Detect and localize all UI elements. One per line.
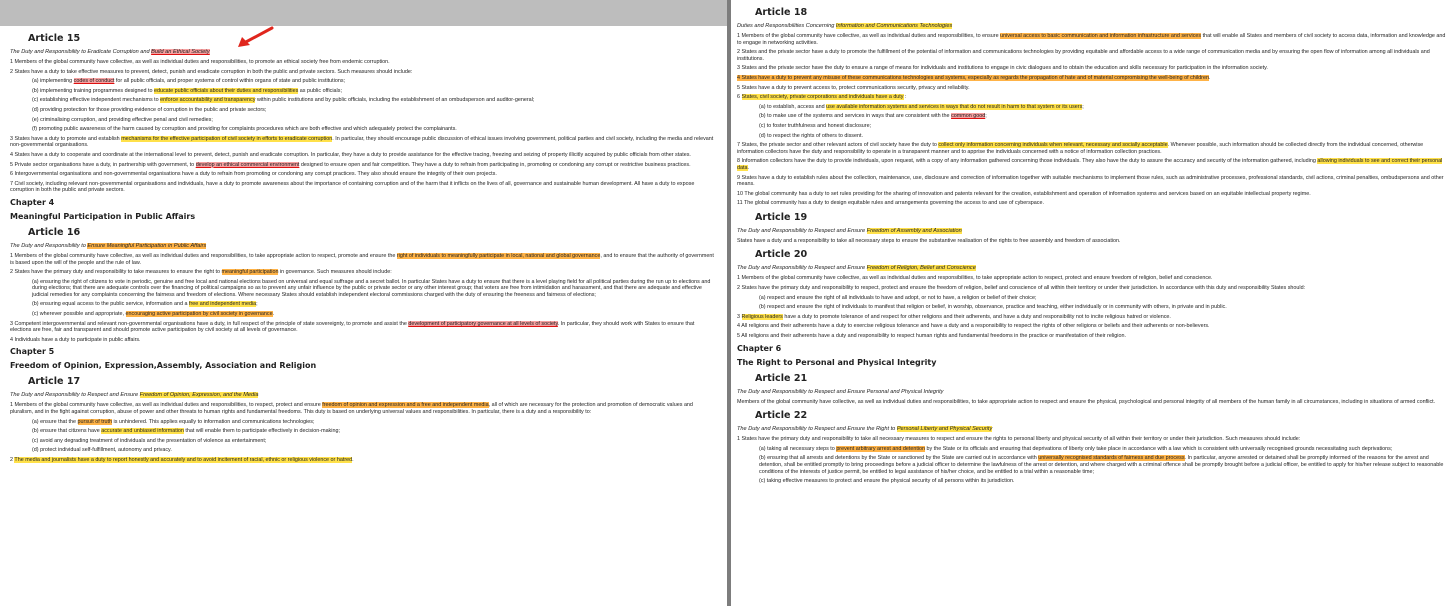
- highlighted-text: use available information systems and services in ways that do not result in harm to that system or its users: [826, 103, 1083, 110]
- text-run: 2 States and the private sector have a duty to promote the fulfillment of the potential of information and communications technologies by providing equitable and affordable access to a wide range of communication media and by ensuring the open flow of information among all individuals and institutions.: [737, 49, 1430, 62]
- highlighted-text: right of individuals to meaningfully participate in local, national and global governance: [396, 252, 601, 259]
- text-run: (a) taking all necessary steps to: [759, 445, 837, 452]
- text-run: 7 Civil society, including relevant non-governmental organisations and individuals, have a duty to promote awareness about the importance of containing corruption and of the harm that it inflicts on the lives of all, governance and sustainable human development. All have a duty to expose corruption in both the public and private sectors.: [10, 180, 695, 194]
- list-item: [759, 104, 1448, 111]
- text-run: (b) ensure that citizens have: [32, 428, 102, 435]
- text-run: States have a duty and a responsibility to take all necessary steps to ensure the substantive realisation of the rights to free assembly and freedom of association.: [737, 237, 1121, 244]
- text-run: 1 Members of the global community have collective, as well as individual duties and responsibilities, to take appropriate action to respect, promote and ensure the: [10, 252, 397, 259]
- text-run: 3 States and the private sector have the duty to ensure a range of means for individuals and institutions to engage in civic dialogues and to obtain the education and skills necessary for participation in the information society.: [737, 65, 1268, 72]
- highlighted-text: educate public officials about their duties and responsibilities: [153, 87, 299, 94]
- text-run: 2: [10, 457, 15, 463]
- list-item: [759, 478, 1448, 485]
- paragraph: [737, 285, 1448, 292]
- text-run: Members of the global community have collective, as well as individual duties and responsibilities, to take appropriate action to respect and ensure the physical, psychological and personal integrity of all members of the human family in all circumstances, including in situations of armed conflict.: [737, 398, 1436, 405]
- highlighted-text: Ensure Meaningful Participation in Public Affairs: [87, 242, 207, 249]
- text-run: 3 Competent intergovernmental and relevant non-governmental organisations have a duty, in full respect of the principle of state sovereignty, to promote and assist the: [10, 320, 409, 327]
- text-run: Freedom of Opinion, Expression,Assembly, Association and Religion: [10, 361, 317, 371]
- text-run: Chapter 6: [737, 343, 782, 353]
- text-run: ;: [256, 301, 258, 308]
- paragraph: [10, 269, 717, 276]
- article-heading: [28, 226, 717, 239]
- list-item: [759, 123, 1448, 130]
- list-item: [32, 438, 717, 445]
- highlighted-text: enforce accountability and transparency: [160, 97, 256, 104]
- text-run: that will enable them to participate effectively in decision-making;: [183, 428, 340, 435]
- text-run: 2 States have the primary duty and responsibility to respect, protect and ensure the freedom of religion, belief and conscience of all within their territory or under their jurisdiction. In accordance with this duty and responsibility States should:: [737, 285, 1306, 292]
- text-run: .: [352, 457, 354, 463]
- text-run: .: [747, 164, 749, 171]
- highlighted-text: collect only information concerning individuals when relevant, necessary and socially acceptable: [938, 142, 1168, 149]
- text-run: Article 18: [755, 7, 808, 18]
- text-run: 4 Individuals have a duty to participate in public affairs.: [10, 336, 141, 343]
- text-run: (a) to establish, access and: [759, 103, 827, 110]
- paragraph: [737, 142, 1448, 155]
- article-heading: [28, 375, 717, 388]
- document-page-left: [0, 26, 727, 606]
- chapter-heading: [10, 360, 717, 371]
- text-run: 11 The global community has a duty to design equitable rules and arrangements governing the access to and use of cyberspace.: [737, 200, 1044, 207]
- list-item: [32, 279, 717, 299]
- article-subtitle: [10, 242, 717, 250]
- text-run: The Duty and Responsibility to Respect and Ensure: [737, 227, 867, 234]
- highlighted-text: States, civil society, private corporations and individuals have a duty: [741, 94, 904, 101]
- article-subtitle: [10, 391, 717, 399]
- text-run: 1 Members of the global community have collective, as well as individual duties and responsibilities, to take appropriate action to respect, protect and ensure freedom of religion, belief and conscience.: [737, 275, 1213, 282]
- text-run: (c) avoid any degrading treatment of individuals and the presentation of violence as entertainment;: [32, 437, 267, 444]
- chapter-heading: [737, 357, 1448, 368]
- article-heading: [755, 409, 1448, 422]
- text-run: Chapter 4: [10, 197, 55, 207]
- text-run: Article 22: [755, 410, 808, 422]
- text-run: 3 States have a duty to promote and establish: [10, 135, 122, 142]
- text-run: The Duty and Responsibility to Respect and Ensure: [737, 265, 867, 272]
- list-item: [32, 428, 717, 435]
- text-run: Article 19: [755, 211, 808, 223]
- paragraph: [737, 85, 1448, 92]
- paragraph: [737, 94, 1448, 101]
- highlighted-text: free and independent media: [189, 301, 257, 308]
- highlighted-text: develop an ethical commercial environment: [195, 161, 300, 168]
- paragraph: [737, 314, 1448, 321]
- text-run: by the State or its officials and ensuring that deprivations of liberty only take place in accordance with a law which is consistent with universally recognised grounds necessitating such deprivations;: [925, 445, 1393, 452]
- paragraph: [10, 253, 717, 266]
- text-run: (d) protect individual self-fulfillment, autonomy and privacy.: [32, 447, 172, 454]
- text-run: 8 Information collectors have the duty to provide individuals, upon request, with a copy of any information gathered concerning those individuals. They also have the duty to assure the accuracy and security of the information gathered, including: [737, 158, 1318, 165]
- paragraph: [737, 65, 1448, 72]
- paragraph: [737, 200, 1448, 207]
- list-item: [759, 446, 1448, 453]
- text-run: (f) promoting public awareness of the harm caused by corruption and providing for complaints procedures which are both effective and which adequately protect the complainants.: [32, 126, 457, 133]
- text-run: (d) to respect the rights of others to dissent.: [759, 132, 863, 139]
- text-run: Article 15: [28, 33, 81, 44]
- text-run: , and to ensure that the authority of government is based upon the will of the people and the rule of law.: [10, 252, 714, 266]
- text-run: 7 States, the private sector and other relevant actors of civil society have the duty to: [737, 142, 939, 149]
- highlighted-text: codes of conduct: [73, 78, 115, 85]
- paragraph: [737, 436, 1448, 443]
- red-arrow-annotation-icon: [236, 26, 276, 48]
- paragraph: [737, 191, 1448, 198]
- text-run: have a duty to promote tolerance of and respect for other religions and their adherents, and have a duty and responsibility not to incite religious hatred or violence.: [782, 313, 1171, 320]
- article-subtitle: [737, 22, 1448, 30]
- text-run: (b) implementing training programmes designed to: [32, 87, 154, 94]
- highlighted-text: encouraging active participation by civil society in governance: [125, 311, 273, 318]
- text-run: Article 17: [28, 376, 81, 388]
- article-heading: [755, 6, 1448, 19]
- article-heading: [28, 32, 717, 45]
- text-run: 2 States have a duty to take effective measures to prevent, detect, punish and eradicate corruption in both the public and private sectors. Such measures should include:: [10, 68, 413, 75]
- text-run: The Duty and Responsibility to Respect and Ensure the Right to: [737, 426, 897, 433]
- text-run: :: [903, 94, 907, 101]
- text-run: 4 All religions and their adherents have a duty to exercise religious tolerance and have a duty and a responsibility to respect the rights of other religions or beliefs and their adherents or non-believers.: [737, 323, 1210, 330]
- text-run: is unhindered. This applies equally to information and communications technologies;: [112, 418, 315, 425]
- highlighted-text: development of participatory governance at all levels of society: [408, 320, 558, 327]
- chapter-heading: [737, 343, 1448, 354]
- text-run: The Duty and Responsibility to Eradicate Corruption and: [10, 49, 152, 55]
- text-run: in governance. Such measures should include:: [278, 269, 392, 276]
- text-run: 3: [737, 313, 742, 320]
- highlighted-text: The media and journalists have a duty to report honestly and accurately and to avoid incitement of racial, ethnic or religious violence or hatred: [14, 457, 353, 463]
- text-run: 4 States have a duty to cooperate and coordinate at the international level to prevent, detect, punish and eradicate corruption. In particular, they have a duty to provide assistance for the effective tracing, freezing and seizing of property illicitly acquired by public officials from other states.: [10, 151, 691, 158]
- text-run: 1 Members of the global community have collective, as well as individual duties and responsibilities, to respect, protect and ensure: [10, 402, 323, 409]
- paragraph: [10, 337, 717, 344]
- highlighted-text: Religious leaders: [741, 313, 783, 320]
- paragraph: [737, 238, 1448, 245]
- text-run: 1 States have the primary duty and responsibility to take all necessary measures to respect and ensure the rights to personal liberty and physical security of all within their territory or under their jurisdiction. Such measures should include:: [737, 436, 1301, 443]
- highlighted-text: pursuit of truth: [77, 418, 113, 425]
- text-run: as public officials;: [298, 87, 342, 94]
- article-heading: [755, 211, 1448, 224]
- article-subtitle: [10, 48, 717, 56]
- paragraph: [737, 33, 1448, 46]
- text-run: Article 20: [755, 249, 808, 261]
- highlighted-text: mechanisms for the effective participation of civil society in efforts to eradicate corruption: [121, 135, 333, 142]
- text-run: Meaningful Participation in Public Affairs: [10, 211, 196, 221]
- text-run: (d) providing protection for those providing evidence of corruption in the public and private sectors;: [32, 106, 267, 113]
- highlighted-text: Build an Ethical Society: [151, 49, 210, 55]
- text-run: that will enable all States and members of civil society to access data, information and knowledge and to engage in networking activities.: [737, 33, 1446, 46]
- paragraph: [10, 402, 717, 415]
- text-run: 1 Members of the global community have collective, as well as individual duties and responsibilities, to ensure: [737, 33, 1001, 39]
- list-item: [32, 88, 717, 95]
- text-run: (b) ensuring that all arrests and detentions by the State or sanctioned by the State are carried out in accordance with: [759, 455, 1039, 462]
- paragraph: [737, 158, 1448, 171]
- text-run: . In particular, anyone arrested or detained shall be promptly informed of the reasons for the arrest and detention, shall be entitled promptly to bring proceedings before a judicial officer to determine the lawfulness of the arrest or detention, and where charged with a criminal offence shall be promptly brought before a judicial officer, be entitled to apply for his/her release subject to reasonable conditions of the interests of justice permit, be entitled to legal assistance of his/her choice, and be entitled to a trial within a reasonable time;: [759, 455, 1444, 475]
- paragraph: [737, 175, 1448, 188]
- paragraph: [10, 457, 717, 464]
- text-run: Chapter 5: [10, 347, 55, 357]
- text-run: . Whenever possible, such information should be collected directly from the individual concerned, otherwise information collectors have the duty and responsibility to operate in a transparent manner and to apprise the individuals concerned with a notice of information collection practices.: [737, 142, 1424, 155]
- text-run: (b) respect and ensure the right of individuals to manifest that religion or belief, in worship, observance, practice and teaching, either individually or in community with others, in private and in public.: [759, 304, 1227, 311]
- text-run: (c) wherever possible and appropriate,: [32, 311, 126, 318]
- text-run: Duties and Responsibilities Concerning: [737, 23, 836, 29]
- text-run: (c) establishing effective independent mechanisms to: [32, 97, 161, 104]
- paragraph: [737, 333, 1448, 340]
- chapter-heading: [10, 346, 717, 357]
- highlighted-text: meaningful participation: [221, 269, 279, 276]
- highlighted-text: prevent arbitrary arrest and detention: [836, 445, 926, 452]
- list-item: [32, 301, 717, 308]
- list-item: [32, 117, 717, 124]
- paragraph: [10, 136, 717, 149]
- highlighted-text: universally recognised standards of fairness and due process: [1038, 455, 1185, 462]
- chapter-heading: [10, 197, 717, 208]
- text-run: .: [1208, 74, 1211, 81]
- text-run: (c) to foster truthfulness and honest disclosure;: [759, 122, 872, 129]
- paragraph: [10, 162, 717, 169]
- chapter-heading: [10, 211, 717, 222]
- highlighted-text: accurate and unbiased information: [101, 428, 184, 435]
- paragraph: [737, 275, 1448, 282]
- text-run: . In particular, they should encourage public discussion of ethical issues involving government, political parties and civil society, including the media and relevant non-governmental organisations.: [10, 135, 714, 149]
- list-item: [759, 455, 1448, 475]
- article-heading: [755, 372, 1448, 385]
- paragraph: [737, 49, 1448, 62]
- list-item: [32, 97, 717, 104]
- text-run: (a) implementing: [32, 78, 74, 85]
- text-run: 5 Private sector organisations have a duty, in partnership with government, to: [10, 161, 196, 168]
- article-subtitle: [737, 227, 1448, 235]
- list-item: [32, 78, 717, 85]
- highlighted-text: Personal Liberty and Physical Security: [896, 426, 993, 433]
- viewer-toolbar-band: [0, 0, 727, 26]
- list-item: [32, 447, 717, 454]
- article-subtitle: [737, 388, 1448, 396]
- paragraph: [737, 399, 1448, 406]
- text-run: The Duty and Responsibility to Respect and Ensure: [10, 392, 140, 399]
- highlighted-text: Information and Communications Technologies: [835, 23, 953, 29]
- text-run: 10 The global community has a duty to set rules providing for the sharing of innovation and patents relevant for the creation, establishment and operation of information systems and services based on an equitable intellectual property regime.: [737, 190, 1311, 197]
- text-run: (a) respect and ensure the right of all individuals to have and adopt, or not to have, a religion or belief of their choice;: [759, 294, 1037, 301]
- text-run: .: [272, 311, 275, 318]
- text-run: (b) to make use of the systems and services in ways that are consistent with the: [759, 113, 952, 120]
- highlighted-text: Freedom of Assembly and Association: [866, 227, 962, 234]
- text-run: 6: [737, 94, 742, 101]
- text-run: (b) ensuring equal access to the public service, information and a: [32, 301, 190, 308]
- text-run: ;: [985, 113, 987, 120]
- highlighted-text: Freedom of Religion, Belief and Conscience: [866, 265, 976, 272]
- text-run: Article 21: [755, 372, 808, 384]
- text-run: 9 States have a duty to establish rules about the collection, maintenance, use, disclosure and correction of information together with suitable mechanisms to implement those rules, such as administrative processes, professional standards, civil actions, criminal penalties, ombudspersons and other means.: [737, 174, 1444, 188]
- list-item: [759, 304, 1448, 311]
- paragraph: [10, 69, 717, 76]
- text-run: 1 Members of the global community have collective, as well as individual duties and responsibilities, to promote an ethical society free from endemic corruption.: [10, 59, 390, 65]
- text-run: 5 All religions and their adherents have a duty and responsibility to respect human rights and fundamental freedoms in the practice or manifestation of their religion.: [737, 333, 1126, 340]
- list-item: [32, 419, 717, 426]
- highlighted-text: freedom of opinion and expression and a free and independent media: [322, 402, 489, 409]
- text-run: The Duty and Responsibility to: [10, 242, 88, 249]
- highlighted-text: universal access to basic communication and information infrastructure and services: [1000, 33, 1202, 39]
- paragraph: [10, 321, 717, 334]
- paragraph: [737, 75, 1448, 82]
- paragraph: [10, 59, 717, 66]
- article-heading: [755, 248, 1448, 261]
- list-item: [759, 133, 1448, 140]
- highlighted-text: Freedom of Opinion, Expression, and the Media: [139, 392, 259, 399]
- list-item: [32, 107, 717, 114]
- text-run: ;: [1082, 103, 1084, 110]
- text-run: (e) criminalising corruption, and providing effective penal and civil remedies;: [32, 116, 213, 123]
- list-item: [759, 295, 1448, 302]
- text-run: The Right to Personal and Physical Integrity: [737, 357, 937, 367]
- highlighted-text: 4 States have a duty to prevent any misuse of these communications technologies and systems, especially as regards the propagation of hate and of material compromising the well-being of children: [737, 74, 1209, 81]
- paragraph: [10, 171, 717, 178]
- list-item: [759, 113, 1448, 120]
- article-subtitle: [737, 264, 1448, 272]
- list-item: [32, 126, 717, 133]
- text-run: designed to ensure open and fair competition. They have a duty to refrain from participating in, promoting or condoning any corrupt or restrictive business practices.: [299, 161, 691, 168]
- text-run: within public institutions and by public officials, including the establishment of an ombudsperson and auditor-general;: [255, 97, 535, 104]
- paragraph: [737, 323, 1448, 330]
- text-run: for all public officials, and proper systems of control within organs of state and public institutions;: [114, 78, 346, 85]
- text-run: Article 16: [28, 226, 81, 238]
- text-run: (c) taking effective measures to protect and ensure the physical security of all persons within its jurisdiction.: [759, 478, 1015, 485]
- document-page-right: [731, 0, 1456, 606]
- text-run: (a) ensuring the right of citizens to vote in periodic, genuine and free local and national elections based on universal and equal suffrage and a secret ballot. In particular States have a duty to ensure that there is a level playing field for all political parties during the run up to elections and during elections; that there are adequate controls over the financing of political campaigns so as to prevent any unfair influence by the public or private sector or any other interest group; that voters are free from intimidation and harassment, and that there are adequate and effective judicial remedies for any complaints concerning the fairness and freedom of elections. Where necessary States should establish independent electoral commissions charged with the duty of ensuring the freeness and fairness of elections;: [32, 278, 711, 298]
- highlighted-text: common good: [951, 113, 986, 120]
- paragraph: [10, 152, 717, 159]
- list-item: [32, 311, 717, 318]
- text-run: , all of which are necessary for the protection and promotion of democratic values and pluralism, and in the fight against corruption, abuse of power and other threats to human rights and fundamental freedoms. This duty is based on underlying universal values and responsibilities. In particular, there is a duty and a responsibility to:: [10, 402, 693, 416]
- text-run: 2 States have the primary duty and responsibility to take measures to ensure the right to: [10, 269, 222, 276]
- paragraph: [10, 181, 717, 194]
- text-run: 5 States have a duty to prevent access to, protect communications security, privacy and reliability.: [737, 84, 970, 91]
- text-run: The Duty and Responsibility to Respect and Ensure Personal and Physical Integrity: [737, 388, 944, 395]
- article-subtitle: [737, 425, 1448, 433]
- text-run: . In particular, they should work with States to ensure that elections are free, fair and transparent and should promote active participation by civil society at all levels of governance.: [10, 320, 695, 334]
- highlighted-text: allowing individuals to see and correct their personal data: [737, 158, 1443, 171]
- text-run: 6 Intergovernmental organisations and non-governmental organisations have a duty to refrain from promoting or condoning any corrupt practices. They also should ensure the integrity of their own projects.: [10, 171, 497, 178]
- text-run: (a) ensure that the: [32, 418, 78, 425]
